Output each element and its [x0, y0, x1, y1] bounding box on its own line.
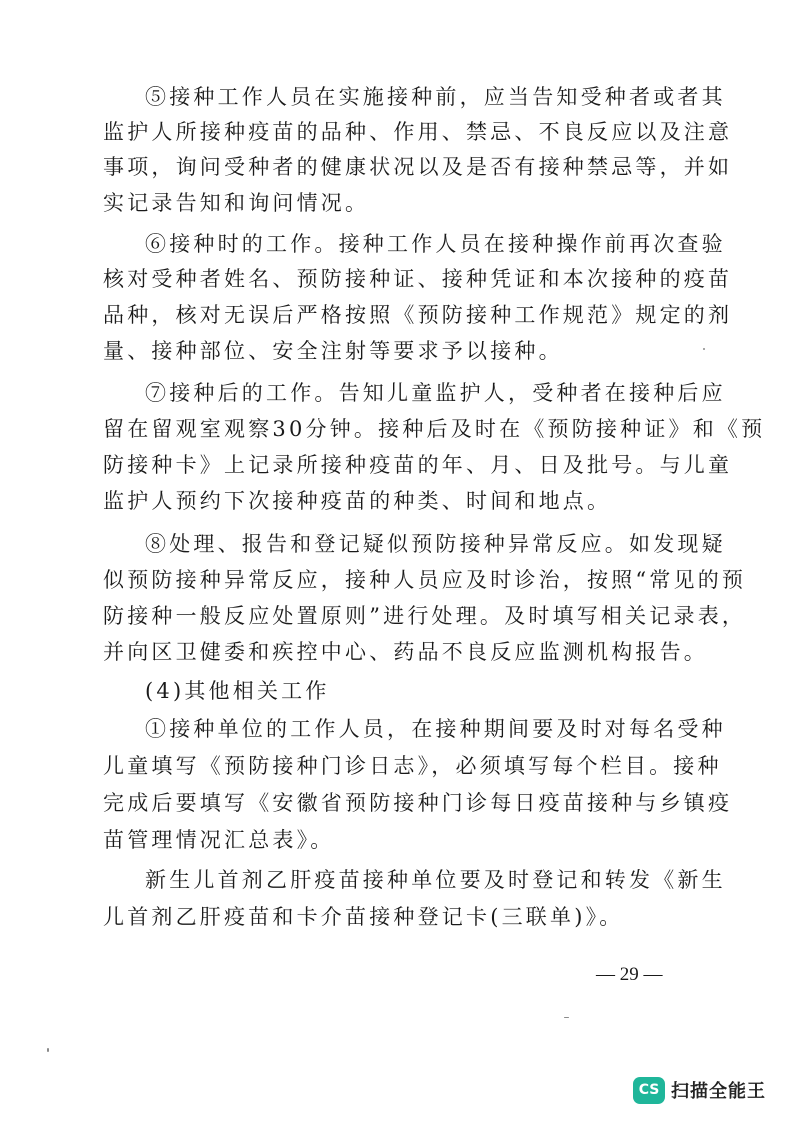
page-number: — 29 —	[596, 964, 663, 985]
watermark-app-name: 扫描全能王	[671, 1081, 766, 1102]
section-heading: (4)其他相关工作	[145, 679, 330, 703]
paragraph-line: 核对受种者姓名、预防接种证、接种凭证和本次接种的疫苗	[103, 267, 733, 291]
paragraph-line: 并向区卫健委和疾控中心、药品不良反应监测机构报告。	[103, 640, 708, 664]
paragraph-line: 留在留观室观察30分钟。接种后及时在《预防接种证》和《预	[103, 417, 766, 441]
paragraph-line: 新生儿首剂乙肝疫苗接种单位要及时登记和转发《新生	[145, 868, 726, 892]
paragraph-line: 事项，询问受种者的健康状况以及是否有接种禁忌等，并如	[103, 155, 733, 179]
paragraph-line: 似预防接种异常反应，接种人员应及时诊治，按照“常见的预	[103, 568, 747, 592]
paragraph-line: 监护人预约下次接种疫苗的种类、时间和地点。	[103, 489, 612, 513]
paragraph-line: 苗管理情况汇总表》。	[103, 828, 335, 852]
paragraph-line: 儿首剂乙肝疫苗和卡介苗接种登记卡(三联单)》。	[103, 905, 624, 929]
paragraph-line: ①接种单位的工作人员，在接种期间要及时对每名受种	[145, 717, 726, 741]
paragraph-line: 实记录告知和询问情况。	[103, 191, 370, 215]
scan-speck	[564, 1017, 569, 1018]
paragraph-line: 监护人所接种疫苗的品种、作用、禁忌、不良反应以及注意	[103, 120, 733, 144]
paragraph-line: 儿童填写《预防接种门诊日志》，必须填写每个栏目。接种	[103, 754, 722, 778]
paragraph-line: 量、接种部位、安全注射等要求予以接种。	[103, 339, 563, 363]
camscanner-logo-icon: CS	[633, 1077, 665, 1104]
paragraph-line: 防接种一般反应处置原则”进行处理。及时填写相关记录表，	[103, 604, 747, 628]
paragraph-line: 防接种卡》上记录所接种疫苗的年、月、日及批号。与儿童	[103, 453, 733, 477]
paragraph-line: ⑥接种时的工作。接种工作人员在接种操作前再次查验	[145, 232, 726, 256]
paragraph-line: 完成后要填写《安徽省预防接种门诊每日疫苗接种与乡镇疫	[103, 791, 733, 815]
scanner-watermark	[633, 1075, 766, 1105]
paragraph-line: ⑤接种工作人员在实施接种前，应当告知受种者或者其	[145, 85, 726, 109]
scan-speck	[47, 1048, 49, 1052]
paragraph-line: ⑦接种后的工作。告知儿童监护人，受种者在接种后应	[145, 381, 726, 405]
paragraph-line: ⑧处理、报告和登记疑似预防接种异常反应。如发现疑	[145, 532, 726, 556]
scan-speck	[703, 348, 705, 350]
paragraph-line: 品种，核对无误后严格按照《预防接种工作规范》规定的剂	[103, 303, 733, 327]
